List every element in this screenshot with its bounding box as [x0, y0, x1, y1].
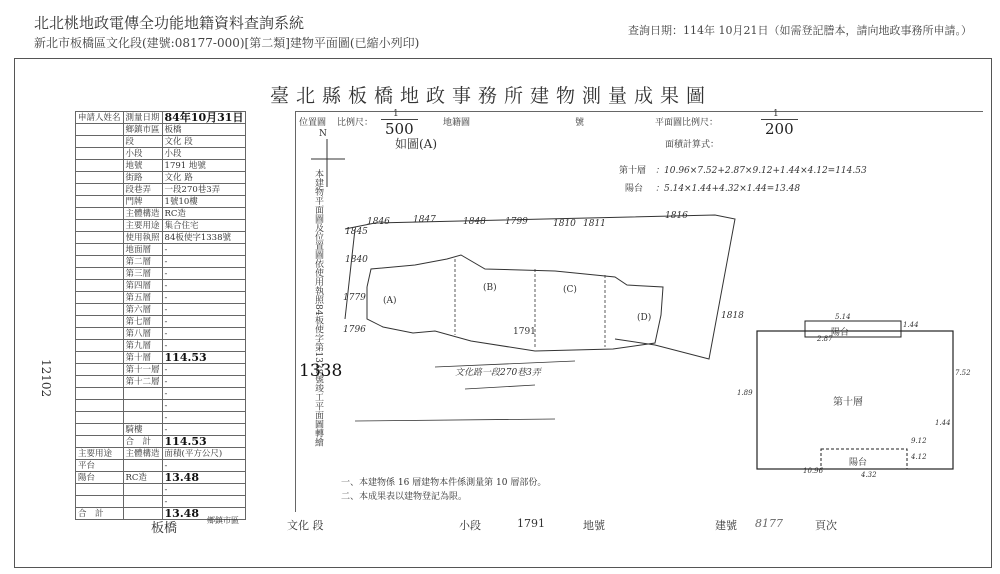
- parcel-number: 1840: [345, 255, 368, 265]
- document-title: 臺北縣板橋地政事務所建物測量成果圖: [270, 85, 713, 107]
- floor-row-cell: -: [162, 316, 246, 328]
- parcel-number: 1810: [553, 219, 576, 229]
- floor-row-cell: 騎樓: [123, 424, 162, 436]
- dimension: 5.14: [835, 313, 851, 321]
- footer-building-no: 8177: [755, 517, 783, 530]
- attached-col-area: 面積(平方公尺): [162, 448, 246, 460]
- plan-floor-label: 第十層: [833, 397, 863, 408]
- parcel-number: 1818: [721, 311, 744, 321]
- note-2: 二、本成果表以建物登記為限。: [341, 492, 468, 502]
- footer-lot-label: 地號: [583, 519, 605, 532]
- parcel-number: 1845: [345, 227, 368, 237]
- lot-number-label: 1791: [513, 327, 536, 337]
- footer-building-no-label: 建號: [715, 519, 737, 532]
- dimension: 4.12: [911, 453, 927, 461]
- info-row-cell: 文化 段: [162, 136, 246, 148]
- location-scale-num: 1: [393, 109, 399, 119]
- applicant-label: 申請人姓名: [76, 112, 124, 124]
- info-row-cell: 一段270巷3弄: [162, 184, 246, 196]
- floor-row-cell: -: [162, 388, 246, 400]
- parcel-number: 1816: [665, 211, 688, 221]
- dimension: 1.44: [935, 419, 951, 427]
- footer-section: 文化 段: [287, 519, 324, 532]
- dimension: 7.52: [955, 369, 971, 377]
- info-row-cell: 鄉鎮市區: [123, 124, 162, 136]
- info-row-cell: 主要用途: [123, 220, 162, 232]
- info-row-cell: 街路: [123, 172, 162, 184]
- stamp-number: 1338: [299, 361, 343, 381]
- dimension: 4.32: [861, 471, 877, 479]
- floor-row-cell: 第六層: [123, 304, 162, 316]
- footer-page-label: 頁次: [815, 519, 837, 532]
- survey-date-label: 測量日期: [123, 112, 162, 124]
- dimension: 1.89: [737, 389, 753, 397]
- floor-row-cell: -: [162, 376, 246, 388]
- attached-row-cell: 陽台: [76, 472, 124, 484]
- attached-total-label: 合 計: [76, 508, 124, 520]
- footer-township: 板橋: [151, 521, 178, 536]
- floor-row-cell: 第四層: [123, 280, 162, 292]
- calc-floor: ：10.96×7.52+2.87×9.12+1.44×4.12=114.53: [655, 166, 867, 176]
- info-row-cell: 段巷弄: [123, 184, 162, 196]
- header-subtitle: 新北市板橋區文化段(建號:08177-000)[第二類]建物平面圖(已縮小列印): [34, 36, 420, 50]
- floor-row-cell: 第七層: [123, 316, 162, 328]
- query-date: 查詢日期：114年 10月21日（如需登記謄本，請向地政事務所申請。）: [628, 24, 972, 37]
- calc-floor-label: 第十層: [619, 166, 647, 176]
- info-row-cell: 集合住宅: [162, 220, 246, 232]
- footer-lot: 1791: [517, 517, 545, 530]
- floor-row-cell: 第十二層: [123, 376, 162, 388]
- info-row-cell: 門牌: [123, 196, 162, 208]
- attached-col-structure: 主體構造: [123, 448, 162, 460]
- info-row-cell: 1791 地號: [162, 160, 246, 172]
- road-note: 文化路一段270巷3弄: [455, 368, 541, 378]
- info-row-cell: 文化 路: [162, 172, 246, 184]
- parcel-number: 1848: [463, 217, 486, 227]
- info-row-cell: RC造: [162, 208, 246, 220]
- total-area: 114.53: [162, 436, 246, 448]
- plan-scale-num: 1: [773, 109, 779, 119]
- note-1: 一、本建物係 16 層建物本件係測量第 10 層部份。: [341, 478, 547, 488]
- floor-row-cell: 第二層: [123, 256, 162, 268]
- floor-row-cell: 地面層: [123, 244, 162, 256]
- calc-balcony-label: 陽台: [625, 184, 644, 194]
- floor-row-cell: -: [162, 304, 246, 316]
- floor-row-cell: 114.53: [162, 352, 246, 364]
- dimension: 10.96: [803, 467, 824, 475]
- floor-row-cell: -: [162, 340, 246, 352]
- block-d-label: (D): [637, 313, 652, 323]
- floor-row-cell: -: [162, 424, 246, 436]
- cadastral-sheet-label: 地籍圖: [443, 118, 471, 128]
- floor-row-cell: 第八層: [123, 328, 162, 340]
- vertical-note: 本建物平面圖及位置圖依使用執照84板使字第1338號竣工平面圖轉繪: [313, 169, 323, 447]
- info-row-cell: 主體構造: [123, 208, 162, 220]
- info-row-cell: 84板使字1338號: [162, 232, 246, 244]
- info-row-cell: 小段: [123, 148, 162, 160]
- floor-row-cell: -: [162, 280, 246, 292]
- floor-row-cell: 第五層: [123, 292, 162, 304]
- floor-plan-sheet: [14, 58, 992, 568]
- floor-row-cell: -: [162, 364, 246, 376]
- parcel-number: 1846: [367, 217, 390, 227]
- attached-row-cell: 13.48: [162, 472, 246, 484]
- floor-row-cell: -: [162, 268, 246, 280]
- attached-col-use: 主要用途: [76, 448, 124, 460]
- plan-balcony-bottom-label: 陽台: [849, 458, 868, 468]
- area-calc-label: 面積計算式：: [665, 140, 720, 150]
- location-map-label: 位置圖: [299, 118, 327, 128]
- side-number: 12102: [39, 359, 53, 398]
- floor-row-cell: -: [162, 412, 246, 424]
- plan-scale-den: 200: [761, 119, 798, 138]
- dimension: 2.87: [817, 335, 833, 343]
- attached-row-cell: 平台: [76, 460, 124, 472]
- parcel-number: 1799: [505, 217, 528, 227]
- dimension: 1.44: [903, 321, 919, 329]
- location-scale-den: 500: [381, 119, 418, 138]
- floor-row-cell: -: [162, 244, 246, 256]
- attached-row-cell: RC造: [123, 472, 162, 484]
- attached-row-cell: -: [162, 496, 246, 508]
- survey-date: 84年10月31日: [162, 112, 246, 124]
- parcel-number: 1811: [583, 219, 606, 229]
- location-figure: 如圖(A): [395, 137, 438, 151]
- dimension: 9.12: [911, 437, 927, 445]
- parcel-number: 1779: [343, 293, 366, 303]
- floor-row-cell: -: [162, 400, 246, 412]
- floor-row-cell: -: [162, 256, 246, 268]
- info-row-cell: 1號10樓: [162, 196, 246, 208]
- attached-row-cell: -: [162, 484, 246, 496]
- block-c-label: (C): [563, 285, 577, 295]
- location-scale-label: 比例尺：: [337, 118, 374, 128]
- info-row-cell: 段: [123, 136, 162, 148]
- cadastral-sheet-suffix: 號: [575, 118, 585, 128]
- floor-row-cell: 第九層: [123, 340, 162, 352]
- parcel-number: 1796: [343, 325, 366, 335]
- attached-row-cell: -: [162, 460, 246, 472]
- block-a-label: (A): [383, 296, 397, 306]
- info-row-cell: 使用執照: [123, 232, 162, 244]
- floor-row-cell: 第十層: [123, 352, 162, 364]
- calc-balcony: ：5.14×1.44+4.32×1.44=13.48: [655, 184, 801, 194]
- header-title: 北北桃地政電傳全功能地籍資料查詢系統: [34, 14, 305, 32]
- info-row-cell: 地號: [123, 160, 162, 172]
- floor-row-cell: 第十一層: [123, 364, 162, 376]
- floor-row-cell: -: [162, 328, 246, 340]
- footer-township-suffix: 鄉鎮市區: [207, 516, 239, 525]
- footer-subsection: 小段: [459, 519, 481, 532]
- attached-total: 13.48: [162, 508, 246, 520]
- info-row-cell: 小段: [162, 148, 246, 160]
- floor-row-cell: 第三層: [123, 268, 162, 280]
- plan-scale-label: 平面圖比例尺：: [655, 118, 719, 128]
- total-label: 合 計: [123, 436, 162, 448]
- north-label: N: [319, 129, 327, 139]
- block-b-label: (B): [483, 283, 497, 293]
- parcel-number: 1847: [413, 215, 436, 225]
- plan-balcony-top-label: 陽台: [831, 328, 850, 338]
- info-row-cell: 板橋: [162, 124, 246, 136]
- floor-row-cell: -: [162, 292, 246, 304]
